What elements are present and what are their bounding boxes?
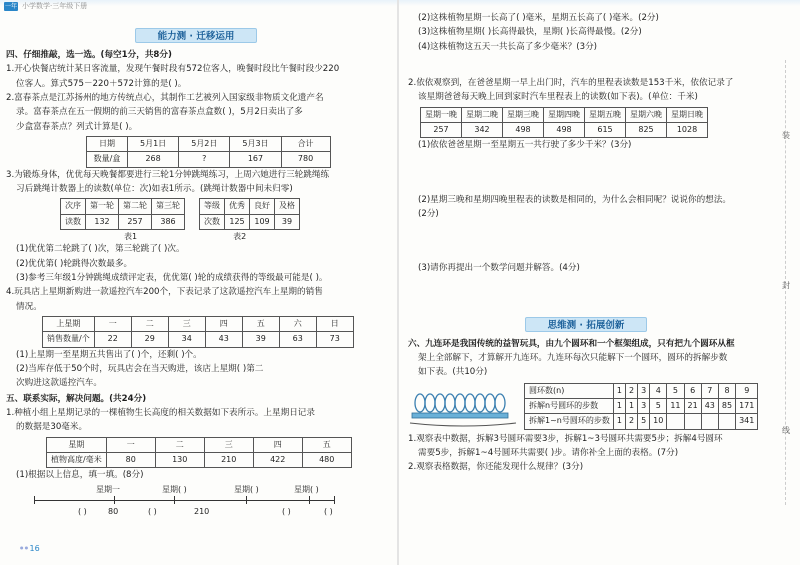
table-cell: 5: [667, 383, 684, 398]
table-cell: [667, 414, 684, 429]
binding-char: 线: [782, 426, 790, 435]
table-cell: 34: [168, 332, 205, 347]
table-cell: 日: [316, 317, 353, 332]
table-cell: 拆解1~n号圆环的步数: [525, 414, 614, 429]
q4-sub-2: (2)当库存低于50个时，玩具店会在当天购进，该店上星期( )第二: [16, 364, 264, 375]
table-cell: 39: [242, 332, 279, 347]
table-cell: 498: [544, 122, 585, 137]
table-cell: 109: [250, 214, 275, 229]
table-cell: 268: [128, 152, 179, 167]
table-cell: 1: [613, 414, 625, 429]
table-cell: 星期二晚: [462, 107, 503, 122]
table-cell: 读数: [61, 214, 86, 229]
ruler-top-label: 星期( ): [294, 484, 319, 494]
table-cell: 5: [638, 414, 650, 429]
ruler-tick: [246, 496, 247, 504]
table-cell: 拆解n号圆环的步数: [525, 398, 614, 413]
table-cell: 日期: [87, 136, 128, 151]
table-cell: 第三轮: [152, 199, 185, 214]
table-cell: 星期六晚: [626, 107, 667, 122]
table-cell: 一: [106, 437, 155, 452]
ability-banner: [6, 28, 386, 43]
table-cell: 星期五晚: [585, 107, 626, 122]
ruler-tick: [334, 496, 335, 504]
table-cell: 6: [684, 383, 701, 398]
ruler-bottom-label: ( ): [78, 506, 87, 516]
table-cell: 85: [718, 398, 735, 413]
table-cell: 257: [119, 214, 152, 229]
table-cell: 1028: [667, 122, 708, 137]
table-cell: 342: [462, 122, 503, 137]
q3-text: 3.为锻炼身体，优优每天晚餐都要进行三轮1分钟跳绳练习，上周六她进行三轮跳绳练: [6, 169, 330, 180]
table-row: [525, 398, 758, 413]
ruler-bottom-label: 80: [108, 506, 119, 516]
table-cell: 132: [86, 214, 119, 229]
q2-text: 2.富春茶点是江苏扬州的地方传统点心，其制作工艺被列入国家级非物质文化遗产名: [6, 92, 324, 103]
table-cell: 及格: [275, 199, 300, 214]
r-q2-sub-1: (1)依依爸爸星期一至星期五一共行驶了多少千米？(3分): [418, 140, 632, 151]
caption-table-2: 表2: [233, 232, 247, 242]
table-row: [525, 414, 758, 429]
ruler-bottom-label: ( ): [324, 506, 333, 516]
q3-sub-3: (3)参考三年级1分钟跳绳成绩评定表，优优第( )轮的成绩获得的等级最可能是( )。: [16, 273, 328, 284]
ruler-tick: [34, 496, 35, 504]
r-sub-4: (4)这株植物这五天一共长高了多少毫米？(3分): [418, 41, 598, 52]
table-captions: [124, 231, 386, 243]
q2-text-2: 录。富春茶点在五一假期的前三天销售的富春茶点盒数( )，5月2日卖出了多: [16, 107, 303, 118]
table-1: [60, 198, 185, 230]
table-cell: 11: [667, 398, 684, 413]
table-cell: 上星期: [43, 317, 95, 332]
table-cell: 良好: [250, 199, 275, 214]
table-cell: 五: [302, 437, 351, 452]
q5-height-table: [46, 437, 352, 469]
table-cell: 第二轮: [119, 199, 152, 214]
table-row: [200, 214, 300, 229]
table-cell: 615: [585, 122, 626, 137]
table-cell: 优秀: [225, 199, 250, 214]
table-cell: [718, 414, 735, 429]
ruler-tick: [114, 496, 115, 504]
table-cell: 43: [205, 332, 242, 347]
table-cell: 125: [225, 214, 250, 229]
mileage-table-wrap: [420, 107, 764, 139]
q4-text: 4.玩具店上星期新购进一款遥控汽车200个，下表记录了这款遥控汽车上星期的销售: [6, 287, 323, 298]
thinking-banner: [408, 317, 764, 332]
section-5-heading: 五、联系实际，解决问题。(共24分): [6, 393, 147, 404]
ruler-bottom-label: ( ): [282, 506, 291, 516]
table-cell: 二: [131, 317, 168, 332]
r-q2-text: 2.依依观察到，在爸爸星期一早上出门时，汽车的里程表读数是153千米，依依记录了: [408, 77, 734, 88]
table-cell: 三: [168, 317, 205, 332]
mileage-table: [420, 107, 708, 139]
table-cell: 386: [152, 214, 185, 229]
table-cell: 五: [242, 317, 279, 332]
table-cell: 210: [204, 453, 253, 468]
table-cell: 341: [736, 414, 758, 429]
table-2: [199, 198, 300, 230]
table-row: [61, 199, 185, 214]
binding-char: 封: [782, 281, 790, 290]
table-cell: [684, 414, 701, 429]
height-number-line: [24, 484, 354, 528]
q2-sales-table: [86, 136, 331, 168]
left-page: [6, 28, 386, 528]
r-q2-text-2: 该星期爸爸每天晚上回到家时汽车里程表上的读数(如下表)。(单位：千米): [418, 92, 698, 103]
table-row: [47, 453, 352, 468]
table-row: [421, 122, 708, 137]
q4-text-2: 情况。: [16, 301, 42, 312]
table-cell: 星期三晚: [503, 107, 544, 122]
table-cell: 第一轮: [86, 199, 119, 214]
running-head: 小学数学·三年级下册: [22, 2, 88, 10]
caption-table-1: 表1: [124, 232, 138, 242]
ruler-top-label: 星期一: [96, 484, 120, 494]
table-cell: 星期日晚: [667, 107, 708, 122]
q4-table-wrap: [42, 316, 386, 348]
table-cell: 80: [106, 453, 155, 468]
table-cell: 2: [625, 414, 637, 429]
banner-title: 能力测 · 迁移运用: [135, 28, 258, 43]
section-6-heading: 六、九连环是我国传统的益智玩具，由九个圆环和一个框架组成，只有把九个圆环从框: [408, 338, 735, 349]
table-cell: 1: [613, 383, 625, 398]
table-cell: 4: [650, 383, 667, 398]
table-row: [525, 383, 758, 398]
s6-q1-text: 1.观察表中数据，拆解3号圆环需要3步，拆解1~3号圆环共需要5步；拆解4号圆环: [408, 433, 723, 444]
q3-sub-2: (2)优优第( )轮跳得次数最多。: [16, 258, 133, 269]
q5-text-2: 的数据是30毫米。: [16, 422, 88, 433]
table-cell: 73: [316, 332, 353, 347]
table-cell: 销售数量/个: [43, 332, 95, 347]
nine-rings-illustration: [408, 383, 518, 431]
table-cell: 167: [230, 152, 281, 167]
table-cell: 四: [205, 317, 242, 332]
q5-sub-1: (1)根据以上信息，填一填。(8分): [16, 470, 144, 481]
table-cell: 825: [626, 122, 667, 137]
table-cell: 5月2日: [179, 136, 230, 151]
q3-tables: [60, 198, 386, 230]
table-cell: 10: [650, 414, 667, 429]
table-cell: 次数: [200, 214, 225, 229]
table-cell: 43: [701, 398, 718, 413]
table-cell: 等级: [200, 199, 225, 214]
chapter-tab: 一年: [4, 3, 17, 10]
q4-sales-table: [42, 316, 354, 348]
table-cell: 植物高度/毫米: [47, 453, 107, 468]
table-cell: 二: [155, 437, 204, 452]
top-band: [0, 0, 800, 6]
answer-space: [408, 154, 764, 194]
section-4-heading: 四、仔细推敲，选一选。(每空1分，共8分): [6, 50, 172, 60]
page-gutter: [397, 0, 399, 565]
table-cell: 一: [94, 317, 131, 332]
binding-char: 装: [782, 131, 790, 140]
ruler-line: [34, 500, 334, 501]
table-cell: 2: [625, 383, 637, 398]
s6-q2-text: 2.观察表格数据，你还能发现什么规律？(3分): [408, 462, 584, 473]
table-row: [421, 107, 708, 122]
q2-text-3: 少盒富春茶点？列式计算是( )。: [16, 121, 138, 132]
ruler-bottom-label: ( ): [148, 506, 157, 516]
q3-sub-1: (1)优优第二轮跳了( )次，第三轮跳了( )次。: [16, 244, 185, 255]
table-cell: 3: [638, 383, 650, 398]
table-cell: 22: [94, 332, 131, 347]
r-sub-2: (2)这株植物星期一长高了( )毫米，星期五长高了( )毫米。(2分): [418, 13, 659, 23]
q5-table-wrap: [46, 437, 386, 469]
answer-space: [408, 222, 764, 262]
table-cell: 63: [279, 332, 316, 347]
q4-sub-2b: 次购进这款遥控汽车。: [16, 378, 102, 389]
table-row: [43, 317, 354, 332]
table-row: [61, 214, 185, 229]
table-cell: 780: [281, 152, 330, 167]
banner-title: 思维测 · 拓展创新: [525, 317, 648, 332]
table-cell: 5: [650, 398, 667, 413]
s6-q1-text-2: 需要5步，拆解1~4号圆环共需要( )步。请你补全上面的表格。(7分): [418, 447, 679, 458]
table-cell: 星期四晚: [544, 107, 585, 122]
binding-margin: [770, 0, 800, 565]
table-row: [43, 332, 354, 347]
q4-sub-1: (1)上星期一至星期五共售出了( )个，还剩( )个。: [16, 349, 202, 360]
rings-steps-table: [524, 383, 758, 430]
table-cell: 257: [421, 122, 462, 137]
q3-text-2: 习后跳绳计数器上的读数(单位：次)如表1所示。(跳绳计数器中间未归零): [16, 183, 293, 194]
section-6-text-2: 架上全部解下，才算解开九连环。九连环每次只能解下一个圆环，圆环的拆解步数: [418, 352, 728, 363]
page-number: ● ● 16: [20, 543, 40, 555]
table-cell: [701, 414, 718, 429]
table-cell: ?: [179, 152, 230, 167]
table-row: [200, 199, 300, 214]
ruler-tick: [174, 496, 175, 504]
r-q2-sub-3: (3)请你再提出一个数学问题并解答。(4分): [418, 263, 580, 274]
table-cell: 1: [613, 398, 625, 413]
ruler-tick: [309, 496, 310, 504]
table-cell: 数量/盒: [87, 152, 128, 167]
right-page: [408, 12, 764, 475]
table-cell: 1: [625, 398, 637, 413]
table-cell: 星期: [47, 437, 107, 452]
table-cell: 130: [155, 453, 204, 468]
table-cell: 7: [701, 383, 718, 398]
table-cell: 8: [718, 383, 735, 398]
table-cell: 3: [638, 398, 650, 413]
q2-table-wrap: [86, 136, 386, 168]
table-cell: 星期一晚: [421, 107, 462, 122]
table-cell: 39: [275, 214, 300, 229]
ruler-top-label: 星期( ): [234, 484, 259, 494]
rings-puzzle: [408, 383, 764, 431]
table-cell: 29: [131, 332, 168, 347]
table-cell: 合计: [281, 136, 330, 151]
section-6-text-3: 如下表。(共10分): [418, 367, 488, 378]
table-cell: 171: [736, 398, 758, 413]
ruler-top-label: 星期( ): [162, 484, 187, 494]
table-cell: 5月3日: [230, 136, 281, 151]
table-cell: 5月1日: [128, 136, 179, 151]
table-row: [87, 152, 331, 167]
table-cell: 498: [503, 122, 544, 137]
table-cell: 六: [279, 317, 316, 332]
ruler-bottom-label: 210: [194, 506, 210, 516]
r-q2-sub-2b: (2分): [418, 208, 439, 219]
table-cell: 四: [253, 437, 302, 452]
q1-text-2: 位客人。算式575－220＋572计算的是( )。: [16, 78, 187, 89]
r-q2-sub-2: (2)星期三晚和星期四晚里程表的读数是相同的，为什么会相同呢？说说你的想法。: [418, 194, 731, 205]
table-cell: 9: [736, 383, 758, 398]
table-row: [87, 136, 331, 151]
table-cell: 次序: [61, 199, 86, 214]
answer-space: [408, 277, 764, 317]
r-sub-3: (3)这株植物星期( )长高得最快，星期( )长高得最慢。(2分): [418, 27, 642, 38]
table-cell: 480: [302, 453, 351, 468]
q1-text: 1.开心快餐店统计某日客流量，发现午餐时段有572位客人，晚餐时段比午餐时段少220: [6, 64, 340, 75]
table-cell: 422: [253, 453, 302, 468]
q5-text: 1.种植小组上星期记录的一棵植物生长高度的相关数据如下表所示。上星期日记录: [6, 408, 315, 419]
table-row: [47, 437, 352, 452]
table-cell: 三: [204, 437, 253, 452]
table-cell: 圆环数(n): [525, 383, 614, 398]
answer-space: [408, 55, 764, 77]
table-cell: 21: [684, 398, 701, 413]
